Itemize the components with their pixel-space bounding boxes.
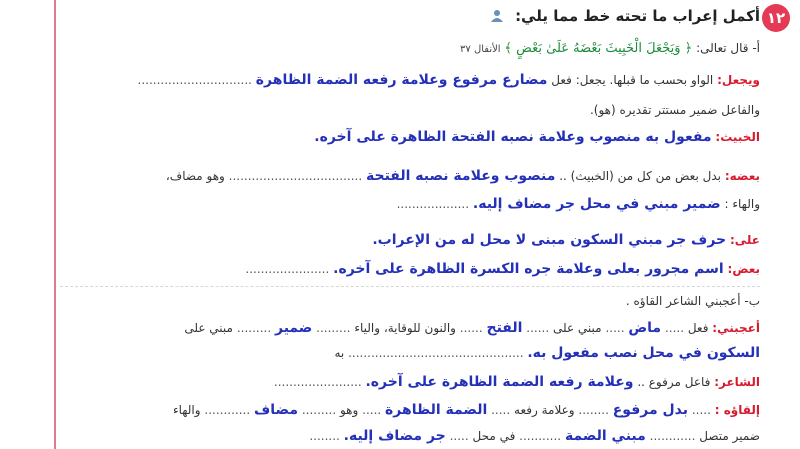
blank-dots: ........ xyxy=(578,403,609,417)
blank-dots: .............................. xyxy=(137,73,252,87)
blank-dots: ...... xyxy=(459,321,483,335)
given-text: فاعل مرفوع .. xyxy=(637,375,711,389)
word-label: بعض: xyxy=(727,262,760,276)
blank-dots: ...................... xyxy=(245,262,330,276)
answer-text: ماض xyxy=(628,320,662,336)
word-label: ويجعل: xyxy=(717,73,760,87)
blank-dots: ............ xyxy=(649,429,696,443)
answer-text: ضمير xyxy=(274,320,313,336)
row-haa xyxy=(60,196,760,212)
word-label: على: xyxy=(729,233,760,247)
blank-dots: ......... xyxy=(301,403,337,417)
part-b-intro-row xyxy=(60,293,760,309)
row-ilqauhu xyxy=(60,402,760,418)
blank-dots: ....................... xyxy=(273,375,362,389)
row-khabeeth xyxy=(60,129,760,145)
blank-dots: ........ xyxy=(309,429,340,443)
answer-text: مضارع مرفوع وعلامة رفعه الضمة الظاهرة xyxy=(255,72,548,88)
given-text: والنون للوقاية، والياء xyxy=(354,321,456,335)
blank-dots: ......... xyxy=(236,321,272,335)
section-divider xyxy=(60,286,760,287)
given-text: مبني على xyxy=(552,321,602,335)
word-label: إلقاؤه : xyxy=(714,403,760,417)
answer-text: الضمة الظاهرة xyxy=(385,402,488,418)
blank-dots: ........... xyxy=(519,429,562,443)
blank-dots: ................................... xyxy=(228,169,363,183)
given-text: فعل xyxy=(687,321,709,335)
quran-verse: ﴿ وَيَجْعَلَ الْخَبِيثَ بَعْضَهُ عَلَىٰ بَعْضٍ ﴾ xyxy=(504,41,693,56)
word-label: بعضه: xyxy=(724,169,760,183)
user-icon xyxy=(490,9,504,23)
answer-text: السكون في محل نصب مفعول به. xyxy=(527,345,760,361)
given-text: به xyxy=(334,346,345,360)
given-text: والهاء : xyxy=(724,197,760,211)
given-text: في محل xyxy=(472,429,516,443)
answer-text: منصوب وعلامة نصبه الفتحة xyxy=(366,168,556,184)
part-a-intro: أ- قال تعالى: xyxy=(696,41,760,55)
answer-text: مبني الضمة xyxy=(564,428,646,444)
part-a-intro-row xyxy=(60,40,760,58)
blank-dots: ............ xyxy=(204,403,251,417)
margin-line xyxy=(54,0,56,449)
row-yajal xyxy=(60,72,760,88)
blank-dots: ......... xyxy=(316,321,351,335)
blank-dots: ................... xyxy=(396,197,470,211)
row-baad xyxy=(60,261,760,277)
word-label: الخبيث: xyxy=(715,130,760,144)
given-text: بدل بعض من كل من (الخبيث) .. xyxy=(559,169,721,183)
given-text: ضمير متصل xyxy=(699,429,760,443)
answer-text: ضمير مبني في محل جر مضاف إليه. xyxy=(472,196,721,212)
word-label: الشاعر: xyxy=(714,375,760,389)
part-b-intro: ب- أعجبني الشاعر القاؤه . xyxy=(625,294,760,308)
answer-text: اسم مجرور بعلى وعلامة جره الكسرة الظاهرة على آخره. xyxy=(333,261,724,277)
blank-dots: .............................................. xyxy=(348,346,524,360)
word-label: أعجبني: xyxy=(712,321,760,335)
given-text: مبني على xyxy=(184,321,233,335)
answer-text: جر مضاف إليه. xyxy=(343,428,446,444)
answer-text: الفتح xyxy=(486,320,523,336)
blank-dots: ..... xyxy=(491,403,511,417)
blank-dots: ..... xyxy=(449,429,469,443)
answer-text: مفعول به منصوب وعلامة نصبه الفتحة الظاهرة على آخره. xyxy=(314,129,712,145)
answer-text: بدل مرفوع xyxy=(612,402,688,418)
row-faail xyxy=(60,102,760,118)
given-text: الواو بحسب ما قبلها. يجعل: فعل xyxy=(551,73,714,87)
exercise-number-badge: ١٢ xyxy=(762,4,790,32)
answer-text: وعلامة رفعه الضمة الظاهرة على آخره. xyxy=(365,374,634,390)
answer-text: حرف جر مبني السكون مبنى لا محل له من الإعراب. xyxy=(372,232,727,248)
blank-dots: ..... xyxy=(605,321,625,335)
row-shaer xyxy=(60,374,760,390)
given-text: وهو xyxy=(339,403,359,417)
row-damir xyxy=(60,428,760,444)
given-text: وهو مضاف، xyxy=(165,169,225,183)
exercise-title-row xyxy=(60,8,760,24)
blank-dots: ...... xyxy=(526,321,550,335)
given-text: والفاعل ضمير مستتر تقديره (هو). xyxy=(589,103,760,117)
row-ala xyxy=(60,232,760,248)
row-baadahu xyxy=(60,168,760,184)
given-text: والهاء xyxy=(172,403,201,417)
verse-reference: الأنفال ٣٧ xyxy=(460,44,501,55)
row-sukoon xyxy=(60,345,760,361)
blank-dots: ..... xyxy=(691,403,711,417)
blank-dots: ..... xyxy=(362,403,382,417)
exercise-title: أكمل إعراب ما تحته خط مما يلي: xyxy=(515,7,760,25)
blank-dots: ..... xyxy=(664,321,685,335)
given-text: وعلامة رفعه xyxy=(514,403,575,417)
answer-text: مضاف xyxy=(254,402,298,418)
row-ajabani xyxy=(60,320,760,336)
